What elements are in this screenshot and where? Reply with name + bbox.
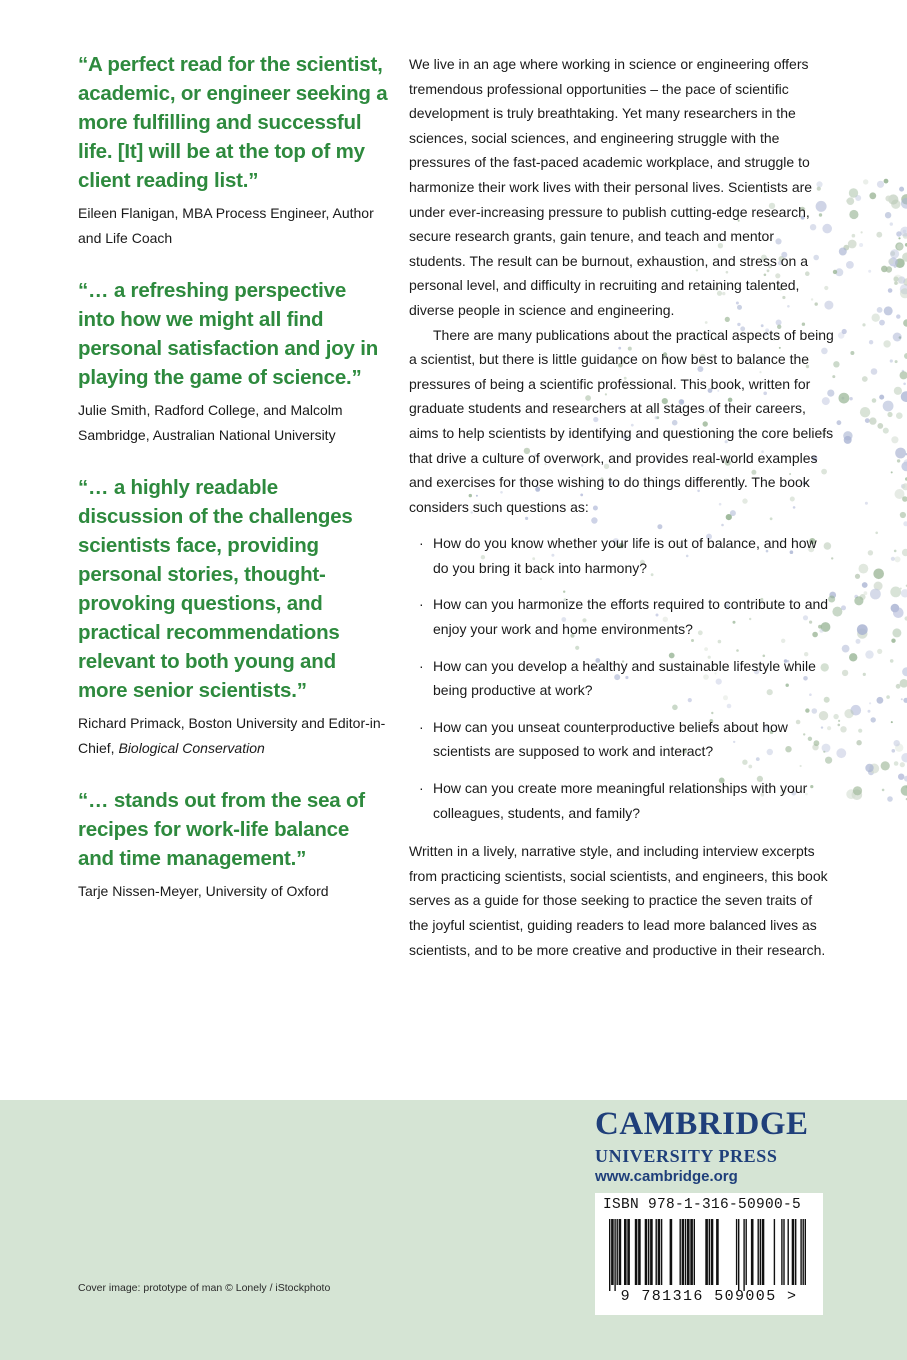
decorative-dot <box>902 549 907 556</box>
decorative-dot <box>895 556 901 562</box>
decorative-dot <box>859 243 863 247</box>
barcode-bar <box>743 1219 744 1291</box>
decorative-dot <box>888 259 894 265</box>
list-item <box>409 592 834 641</box>
decorative-dot <box>890 587 901 598</box>
barcode-bar <box>805 1219 806 1285</box>
decorative-dot <box>884 306 893 315</box>
decorative-dot <box>903 698 907 703</box>
decorative-dot <box>849 210 858 219</box>
decorative-dot <box>890 222 893 225</box>
list-item <box>409 715 834 764</box>
decorative-dot <box>860 407 870 417</box>
decorative-dot <box>849 397 852 400</box>
decorative-dot <box>886 266 892 272</box>
decorative-dot <box>865 650 873 658</box>
cover-image-credit: Cover image: prototype of man © Lonely / iStockphoto <box>78 1282 331 1294</box>
bullet-marker: · <box>419 535 424 552</box>
question-text: How can you harmonize the efforts required to contribute to and enjoy your work and home environments? <box>433 596 829 638</box>
barcode-bar <box>611 1219 614 1285</box>
endorsement-2 <box>78 276 388 447</box>
endorsement-attribution <box>78 711 388 760</box>
bullet-marker: · <box>419 718 424 735</box>
barcode-bar <box>648 1219 649 1285</box>
decorative-dot <box>894 740 900 746</box>
endorsement-1 <box>78 50 388 250</box>
decorative-dot <box>900 679 907 688</box>
barcode-bar <box>650 1219 653 1285</box>
decorative-dot <box>836 748 846 758</box>
decorative-dot <box>839 393 850 404</box>
decorative-dot <box>858 729 862 733</box>
barcode-bar <box>788 1219 789 1285</box>
bullet-marker: · <box>419 657 424 674</box>
decorative-dot <box>841 605 846 610</box>
decorative-dot <box>833 714 838 719</box>
barcode-bar <box>614 1219 615 1291</box>
decorative-dot <box>869 192 876 199</box>
barcode-bar <box>645 1219 648 1285</box>
decorative-dot <box>885 212 891 218</box>
decorative-dot <box>893 607 904 618</box>
barcode-bar <box>685 1219 686 1285</box>
barcode-bar <box>619 1219 622 1285</box>
decorative-dot <box>871 368 878 375</box>
barcode-bar <box>670 1219 673 1285</box>
decorative-dot <box>852 234 856 238</box>
endorsements-column <box>78 50 388 930</box>
decorative-dot <box>891 557 895 561</box>
barcode-bar <box>709 1219 710 1285</box>
decorative-dot <box>856 639 861 644</box>
barcode-bar <box>716 1219 719 1285</box>
decorative-dot <box>849 653 857 661</box>
barcode-bar <box>627 1219 630 1285</box>
question-text: How can you create more meaningful relationships with your colleagues, students, and family? <box>433 780 808 821</box>
endorsement-4 <box>78 786 388 904</box>
barcode-bar <box>758 1219 759 1285</box>
decorative-dot <box>857 624 868 635</box>
endorsement-attribution: Tarje Nissen-Meyer, University of Oxford <box>78 883 329 899</box>
decorative-dot <box>864 591 868 595</box>
decorative-dot <box>838 720 840 722</box>
decorative-dot <box>900 512 906 518</box>
bullet-marker: · <box>419 596 424 613</box>
decorative-dot <box>877 649 882 654</box>
decorative-dot <box>890 659 894 663</box>
decorative-dot <box>900 371 907 379</box>
decorative-dot <box>844 436 852 444</box>
decorative-dot <box>877 181 884 188</box>
endorsement-3 <box>78 473 388 760</box>
decorative-dot <box>865 502 868 505</box>
decorative-dot <box>876 232 882 238</box>
publisher-url: www.cambridge.org <box>595 1168 738 1185</box>
endorsement-quote: “… a highly readable discussion of the challenges scientists face, providing personal stories, thought-provoking questions, and practical recommendations relevant to both young and more senior scientists.” <box>78 476 353 702</box>
isbn-label: ISBN 978-1-316-50900-5 <box>603 1197 802 1213</box>
decorative-dot <box>873 569 884 580</box>
publisher-subtitle: UNIVERSITY PRESS <box>595 1146 778 1166</box>
decorative-dot <box>891 721 893 723</box>
decorative-dot <box>883 428 889 434</box>
decorative-dot <box>869 417 876 424</box>
endorsement-quote: “… a refreshing perspective into how we might all find personal satisfaction and joy in playing the game of science.” <box>78 279 379 389</box>
decorative-dot <box>891 436 898 443</box>
decorative-dot <box>833 361 839 367</box>
decorative-dot <box>868 710 871 713</box>
decorative-dot <box>848 240 857 249</box>
list-item <box>409 531 834 580</box>
decorative-dot <box>899 187 904 192</box>
question-list <box>409 531 834 825</box>
decorative-dot <box>902 667 907 676</box>
decorative-dot <box>900 762 905 767</box>
decorative-dot <box>892 749 896 753</box>
endorsement-quote: “… stands out from the sea of recipes for work-life balance and time management.” <box>78 789 365 870</box>
decorative-dot <box>890 249 899 258</box>
barcode-bar <box>736 1219 737 1285</box>
decorative-dot <box>840 726 846 732</box>
barcode-bar <box>781 1219 782 1285</box>
decorative-dot <box>892 628 901 637</box>
barcode-bar <box>705 1219 708 1285</box>
barcode-bar <box>746 1219 747 1285</box>
decorative-dot <box>868 270 871 273</box>
barcode-bar <box>687 1219 690 1285</box>
publisher-logo <box>595 1106 825 1186</box>
question-text: How can you unseat counterproductive beliefs about how scientists are supposed to work and interact? <box>433 718 788 760</box>
barcode-bar <box>661 1219 662 1285</box>
decorative-dot <box>894 265 897 268</box>
decorative-dot <box>883 340 890 347</box>
decorative-dot <box>869 340 873 344</box>
decorative-dot <box>859 564 869 574</box>
barcode-bar <box>617 1219 618 1285</box>
endorsement-attribution: Julie Smith, Radford College, and Malcolm Sambridge, Australian National University <box>78 402 343 443</box>
decorative-dot <box>862 582 868 588</box>
barcode-bar <box>800 1219 801 1285</box>
decorative-dot <box>891 471 893 473</box>
barcode-bar <box>658 1219 661 1285</box>
decorative-dot <box>896 314 900 318</box>
barcode-bar <box>774 1219 775 1285</box>
barcode-bar <box>680 1219 681 1285</box>
decorative-dot <box>879 395 884 400</box>
decorative-dot <box>869 702 871 704</box>
bullet-marker: · <box>419 780 424 797</box>
barcode-bar <box>783 1219 784 1285</box>
decorative-dot <box>842 645 850 653</box>
decorative-dot <box>894 387 902 395</box>
decorative-dot <box>901 785 907 796</box>
decorative-dot <box>885 196 891 202</box>
barcode-bar <box>609 1219 610 1291</box>
decorative-dot <box>887 796 893 802</box>
decorative-dot <box>897 459 900 462</box>
question-text: How can you develop a healthy and sustainable lifestyle while being productive at work? <box>433 657 816 699</box>
decorative-dot <box>875 532 878 535</box>
decorative-dot <box>893 333 902 342</box>
decorative-dot <box>868 550 873 555</box>
decorative-dot <box>896 684 901 689</box>
decorative-dot <box>891 200 900 209</box>
barcode-bar <box>762 1219 765 1285</box>
decorative-dot <box>862 376 868 382</box>
barcode-bar <box>738 1219 739 1291</box>
decorative-dot <box>853 786 862 795</box>
description-closing: Written in a lively, narrative style, and including interview excerpts from practicing scientists, social scientists, and engineers, this book serves as a guide for those seeking to practice the seven traits of the joyful scientist, guiding readers to lead more balanced lives as scientists, and to be more creative and productive in their research. <box>409 843 828 958</box>
decorative-dot <box>883 401 894 412</box>
journal-title: Biological Conservation <box>118 739 265 756</box>
barcode-bar <box>760 1219 761 1285</box>
barcode-bar <box>635 1219 638 1285</box>
decorative-dot <box>903 319 907 327</box>
decorative-dot <box>897 244 903 250</box>
description-paragraph-1: We live in an age where working in science or engineering offers tremendous professional opportunities – the pace of scientific development is truly breathtaking. Yet many researchers in the sciences, social sciences, and engineering struggle with the pressures of the fast-paced academic workplace, and struggle to harmonize their work lives with their personal lives. Scientists are under ever-increasing pressure to publish cutting-edge research, secure research grants, gain tenure, and teach and mentor students. The result can be burnout, exhaustion, and stress on a personal level, and difficulty in recruiting and retaining talented, diverse people in science and engineering. <box>409 56 813 318</box>
decorative-dot <box>901 589 907 597</box>
book-description <box>409 52 834 962</box>
decorative-dot <box>872 398 877 403</box>
decorative-dot <box>855 574 860 579</box>
decorative-dot <box>903 521 907 526</box>
decorative-dot <box>863 179 868 184</box>
decorative-dot <box>898 237 900 239</box>
decorative-dot <box>882 789 885 792</box>
decorative-dot <box>890 359 893 362</box>
barcode-bar <box>795 1219 796 1285</box>
decorative-dot <box>861 231 863 233</box>
decorative-dot <box>865 418 870 423</box>
list-item <box>409 776 834 825</box>
decorative-dot <box>891 639 895 643</box>
publisher-name: CAMBRIDGE <box>595 1106 809 1142</box>
decorative-dot <box>877 307 883 313</box>
decorative-dot <box>887 412 892 417</box>
description-paragraph-2: There are many publications about the practical aspects of being a scientist, but there is little guidance on how best to balance the pressures of being a scientific professional. This book, written for graduate students and researchers at all stages of their careers, aims to help scientists by identifying and questioning the core beliefs that drive a culture of overwork, and provides real-world examples and exercises for those wishing to do things differently. The book considers such questions as: <box>409 326 834 515</box>
barcode-bar <box>792 1219 795 1285</box>
decorative-dot <box>850 351 854 355</box>
decorative-dot <box>895 448 906 459</box>
decorative-dot <box>855 195 861 201</box>
barcode-bar <box>711 1219 714 1285</box>
barcode-bar <box>638 1219 641 1285</box>
question-text: How do you know whether your life is out of balance, and how do you bring it back into harmony? <box>433 535 817 576</box>
decorative-dot <box>862 323 865 326</box>
barcode-bar <box>656 1219 657 1285</box>
decorative-dot <box>863 673 866 676</box>
decorative-dot <box>846 199 849 202</box>
decorative-dot <box>877 423 883 429</box>
decorative-dot <box>879 320 885 326</box>
decorative-dot <box>839 248 847 256</box>
decorative-dot <box>871 717 876 722</box>
barcode-bar <box>682 1219 685 1285</box>
decorative-dot <box>903 383 906 386</box>
decorative-dot <box>881 761 890 770</box>
barcode-bar <box>803 1219 804 1285</box>
barcode-bar <box>690 1219 693 1285</box>
decorative-dot <box>842 329 847 334</box>
decorative-dot <box>901 391 907 402</box>
decorative-dot <box>877 697 884 704</box>
barcode-bar <box>624 1219 627 1285</box>
decorative-dot <box>898 774 904 780</box>
barcode-bars <box>603 1219 815 1291</box>
decorative-dot <box>842 670 848 676</box>
isbn-barcode <box>595 1193 823 1315</box>
decorative-dot <box>894 277 899 282</box>
endorsement-quote: “A perfect read for the scientist, academic, or engineer seeking a more fulfilling and successful life. [It] will be at the top of my client reading list.” <box>78 53 388 192</box>
barcode-bar <box>751 1219 754 1285</box>
decorative-dot <box>894 761 899 766</box>
decorative-dot <box>856 740 861 745</box>
decorative-dot <box>896 412 903 419</box>
list-item <box>409 654 834 703</box>
endorsement-attribution: Eileen Flanigan, MBA Process Engineer, Author and Life Coach <box>78 205 374 246</box>
decorative-dot <box>894 550 897 553</box>
decorative-dot <box>884 179 889 184</box>
decorative-dot <box>901 698 903 700</box>
decorative-dot <box>838 724 841 727</box>
barcode-bar <box>694 1219 695 1285</box>
decorative-dot <box>901 753 907 762</box>
decorative-dot <box>895 360 898 363</box>
decorative-dot <box>844 709 853 718</box>
barcode-digits: 9 781316 509005 > <box>620 1288 798 1305</box>
decorative-dot <box>872 314 880 322</box>
decorative-dot <box>870 589 881 600</box>
decorative-dot <box>888 288 893 293</box>
decorative-dot <box>837 420 842 425</box>
decorative-dot <box>846 261 854 269</box>
decorative-dot <box>886 695 890 699</box>
decorative-dot <box>865 764 873 772</box>
attribution-text: Richard Primack, Boston University and Editor-in-Chief, <box>78 715 386 756</box>
